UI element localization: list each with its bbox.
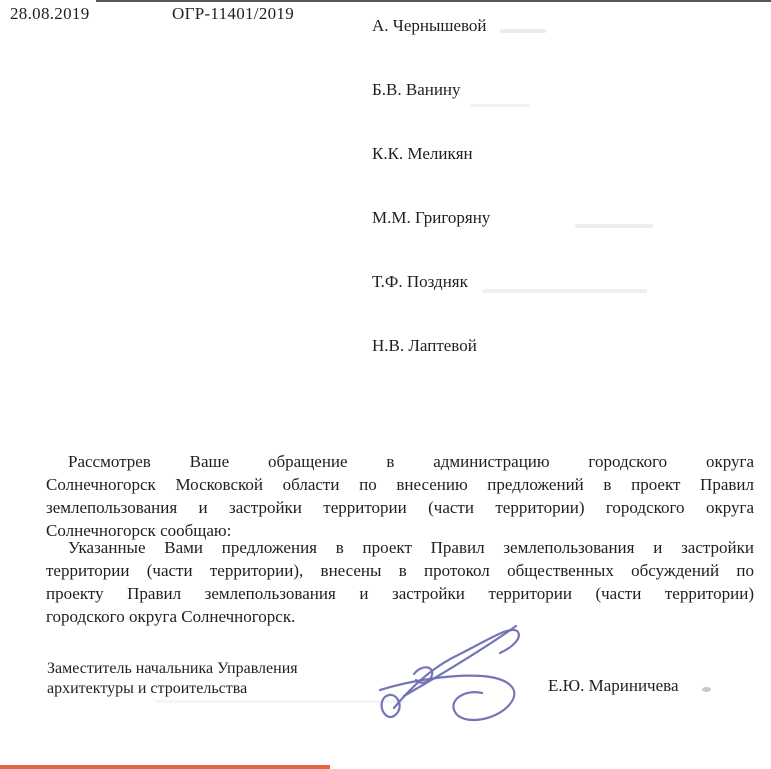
recipient-name: К.К. Меликян (372, 144, 473, 163)
scan-artifact (470, 104, 530, 107)
body-paragraph-1 (46, 450, 754, 542)
scan-artifact-dot (702, 687, 711, 692)
recipient-name: Т.Ф. Поздняк (372, 272, 468, 291)
scan-artifact (575, 224, 653, 228)
signer-job-title-line2: архитектуры и строительства (47, 680, 248, 697)
recipient-name: А. Чернышевой (372, 16, 487, 35)
recipient-name: М.М. Григоряну (372, 208, 491, 227)
body-line: землепользования и застройки территории (части территории) городского округа (46, 498, 754, 517)
scan-artifact (482, 289, 647, 293)
scan-artifact (500, 29, 546, 33)
letter-date: 28.08.2019 (10, 4, 90, 23)
signature-icon (368, 612, 558, 724)
body-line: Указанные Вами предложения в проект Правил землепользования и застройки (68, 538, 754, 557)
scan-artifact (155, 700, 405, 703)
recipient-name: Б.В. Ванину (372, 80, 461, 99)
body-line: Солнечногорск сообщаю: (46, 521, 232, 540)
body-line: проекту Правил землепользования и застройки территории (части территории) (46, 584, 754, 603)
bottom-scan-edge-line (0, 765, 330, 769)
body-line: Рассмотрев Ваше обращение в администрацию городского округа (68, 452, 754, 471)
top-scan-edge-line (96, 0, 771, 2)
recipients-list (372, 16, 490, 400)
letter-registration-number: ОГР-11401/2019 (172, 4, 295, 23)
body-line: городского округа Солнечногорск. (46, 607, 296, 626)
signer-job-title (47, 659, 298, 699)
signer-job-title-line1: Заместитель начальника Управления (47, 660, 298, 677)
body-line: Солнечногорск Московской области по внесению предложений в проект Правил (46, 475, 754, 494)
signer-name: Е.Ю. Мариничева (548, 676, 679, 695)
body-line: территории (части территории), внесены в протокол общественных обсуждений по (46, 561, 754, 580)
recipient-name: Н.В. Лаптевой (372, 336, 477, 355)
